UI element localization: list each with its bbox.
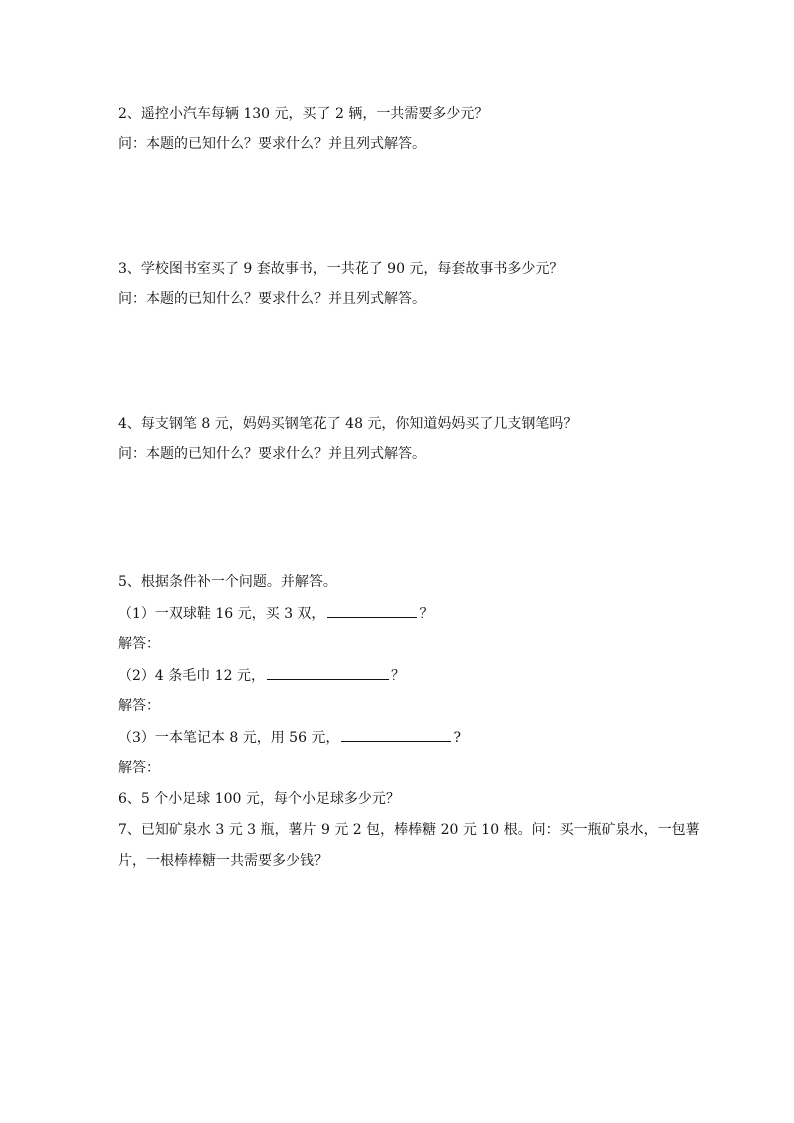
- question-5-title: 5、根据条件补一个问题。并解答。: [118, 574, 337, 590]
- question-5-item-3-suffix: ?: [453, 730, 461, 746]
- question-5-item-1-answer-label: 解答：: [118, 636, 160, 652]
- answer-blank-3[interactable]: [341, 727, 451, 742]
- question-5-item-1: [118, 603, 433, 624]
- question-5-item-2-answer-label: 解答：: [118, 698, 160, 714]
- question-4-text: 4、每支钢笔 8 元，妈妈买钢笔花了 48 元，你知道妈妈买了几支钢笔吗？: [118, 416, 578, 432]
- answer-blank-1[interactable]: [327, 603, 417, 618]
- question-7-line-1: 7、已知矿泉水 3 元 3 瓶，薯片 9 元 2 包，棒棒糖 20 元 10 根。问：买一瓶矿泉水，一包薯: [118, 822, 700, 838]
- question-6-text: 6、5 个小足球 100 元，每个小足球多少元？: [118, 791, 400, 807]
- question-5-item-2-suffix: ？: [390, 668, 405, 684]
- answer-blank-2[interactable]: [267, 665, 389, 680]
- question-4-ask: 问：本题的已知什么？要求什么？并且列式解答。: [118, 446, 426, 462]
- question-5-item-3-answer-label: 解答：: [118, 760, 160, 776]
- question-5-item-2: [118, 665, 405, 686]
- question-5-item-1-prefix: （1）一双球鞋 16 元，买 3 双，: [118, 606, 326, 622]
- question-7-line-2: 片，一根棒棒糖一共需要多少钱？: [118, 853, 328, 869]
- question-2-text: 2、遥控小汽车每辆 130 元，买了 2 辆，一共需要多少元？: [118, 106, 489, 122]
- question-5-item-3: [118, 727, 461, 748]
- question-3-text: 3、学校图书室买了 9 套故事书，一共花了 90 元，每套故事书多少元？: [118, 261, 564, 277]
- question-3-ask: 问：本题的已知什么？要求什么？并且列式解答。: [118, 291, 426, 307]
- question-5-item-2-prefix: （2）4 条毛巾 12 元，: [118, 668, 265, 684]
- question-5-item-3-prefix: （3）一本笔记本 8 元，用 56 元，: [118, 730, 340, 746]
- question-2-ask: 问：本题的已知什么？要求什么？并且列式解答。: [118, 136, 426, 152]
- question-5-item-1-suffix: ？: [419, 606, 434, 622]
